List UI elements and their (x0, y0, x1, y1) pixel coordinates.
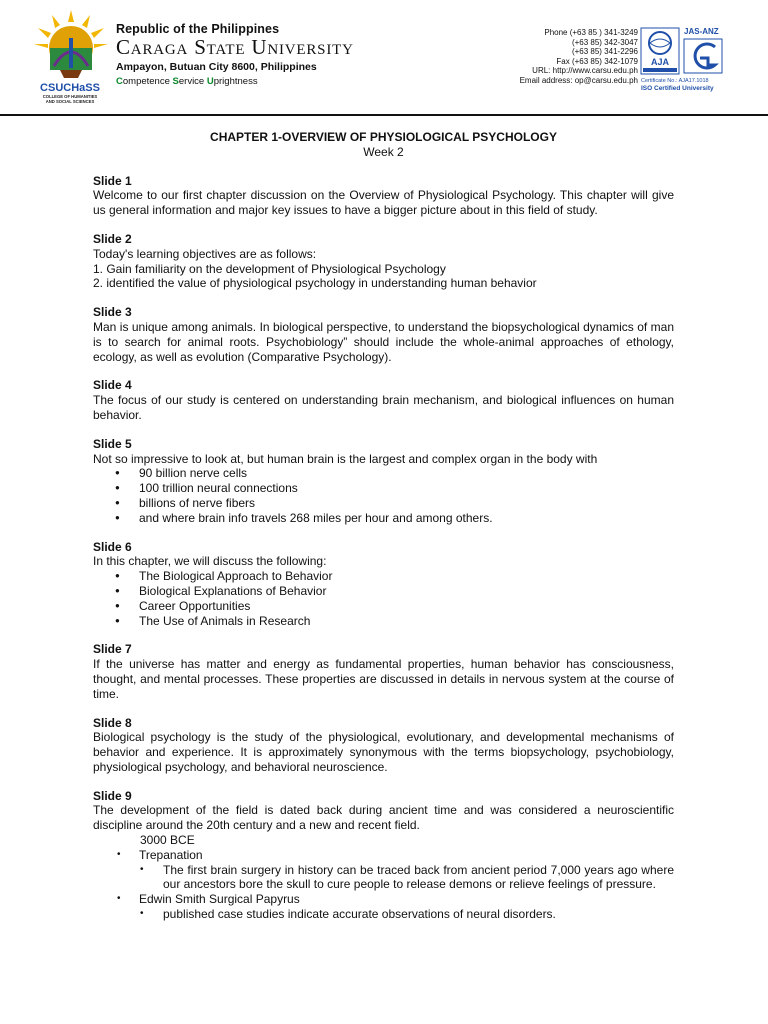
era-label: 3000 BCE (140, 833, 195, 848)
slide-9-text: The development of the field is dated back during ancient time and was considered a neuroscientific discipline around the 20th century and a new and recent field. (93, 803, 674, 833)
slide-6-text: In this chapter, we will discuss the following: (93, 554, 327, 569)
university-block (116, 22, 354, 87)
list-item: • Edwin Smith Surgical Papyrus (115, 892, 674, 907)
slide-5-text: Not so impressive to look at, but human brain is the largest and complex organ in the body with (93, 451, 598, 466)
document-body (93, 130, 674, 922)
iso-certified-label: ISO Certified University (641, 85, 714, 92)
contact-url: URL: http://www.carsu.edu.ph (532, 66, 638, 76)
slide-7-text: If the universe has matter and energy as fundamental properties, human behavior has consciousness, thought, and mental processes. These properties are discussed in details in nervous system at the course of time. (93, 657, 674, 701)
aja-globe-icon (649, 32, 671, 54)
chapter-title: CHAPTER 1-OVERVIEW OF PHYSIOLOGICAL PSYCHOLOGY (210, 130, 557, 144)
slide-2-heading: Slide 2 (93, 231, 132, 246)
slide-9-list-2 (93, 892, 674, 907)
slide-4-heading: Slide 4 (93, 378, 132, 393)
slide-2-objective-1: 1. Gain familiarity on the development of Physiological Psychology (93, 261, 446, 276)
logo-wordmark: CSUCHaSS (40, 82, 100, 94)
slide-3-text: Man is unique among animals. In biological perspective, to understand the biopsychological dynamics of man is to search for animal roots. Psychobiology” should include the whole-animal approaches of ethology, ecology, as well as evolution (Comparative Psychology). (93, 319, 674, 364)
jas-anz-mark-icon (695, 44, 715, 68)
list-item: ● 100 trillion neural connections (115, 481, 674, 496)
contact-fax: Fax (+63 85) 342-1079 (556, 56, 638, 66)
slide-5-heading: Slide 5 (93, 436, 132, 451)
list-item: ● Career Opportunities (115, 599, 674, 614)
list-item: • Trepanation (115, 848, 674, 863)
header-divider (0, 114, 768, 116)
slide-5-list (93, 466, 674, 525)
republic-label: Republic of the Philippines (116, 22, 280, 36)
base (60, 70, 82, 78)
slide-1-heading: Slide 1 (93, 173, 132, 188)
pillar (69, 38, 73, 68)
jas-anz-label: JAS-ANZ (684, 27, 719, 36)
slide-9-list (93, 848, 674, 863)
slide-3-heading: Slide 3 (93, 305, 132, 320)
iso-certification-badge (640, 25, 726, 93)
university-name: Caraga State University (116, 35, 354, 59)
slide-7-heading: Slide 7 (93, 642, 132, 657)
svg-text:COLLEGE OF HUMANITIES: COLLEGE OF HUMANITIES (42, 94, 98, 99)
certificate-number: Certificate No.: AJA17.1018 (641, 78, 709, 84)
list-item: ● The Biological Approach to Behavior (115, 569, 674, 584)
slide-9-sublist (93, 863, 674, 893)
contact-email: Email address: op@carsu.edu.ph (519, 75, 638, 85)
university-address: Ampayon, Butuan City 8600, Philippines (116, 61, 317, 73)
letterhead (0, 0, 768, 115)
list-item: ● 90 billion nerve cells (115, 466, 674, 481)
contact-phone: Phone (+63 85 ) 341-3249 (544, 28, 638, 37)
week-label: Week 2 (363, 144, 404, 159)
list-item: • The first brain surgery in history can be traced back from ancient period 7,000 years ago where our ancestors bore the skull to cure people to release demons or relieve feelings of pressure. (138, 863, 674, 893)
list-item: • published case studies indicate accurate observations of neural disorders. (138, 907, 674, 922)
slide-2-intro: Today's learning objectives are as follows: (93, 246, 317, 261)
contact-info (520, 28, 638, 86)
csu-chass-logo (30, 8, 112, 108)
slide-1-text: Welcome to our first chapter discussion on the Overview of Physiological Psychology. This chapter will give us general information and major key issues to have a bigger picture about in this field of study. (93, 188, 674, 218)
slide-2-objective-2: 2. identified the value of physiological psychology in understanding human behavior (93, 276, 537, 291)
slide-9-sublist-2 (93, 907, 674, 922)
aja-frame (641, 28, 679, 74)
list-item: ● billions of nerve fibers (115, 496, 674, 511)
slide-4-text: The focus of our study is centered on understanding brain mechanism, and biological influences on human behavior. (93, 393, 674, 422)
list-item: ● and where brain info travels 268 miles per hour and among others. (115, 511, 674, 526)
svg-text:AND SOCIAL SCIENCES: AND SOCIAL SCIENCES (45, 99, 95, 104)
contact-phone-3: (+63 85) 341-2296 (571, 47, 638, 57)
slide-9-heading: Slide 9 (93, 788, 132, 803)
slide-6-list (93, 569, 674, 628)
motto: Competence Service Uprightness (116, 76, 258, 87)
aja-label: AJA (650, 57, 670, 67)
contact-phone-2: (+63 85) 342-3047 (571, 37, 638, 47)
list-item: ● The Use of Animals in Research (115, 614, 674, 629)
slide-8-heading: Slide 8 (93, 715, 132, 730)
list-item: ● Biological Explanations of Behavior (115, 584, 674, 599)
slide-8-text: Biological psychology is the study of the physiological, evolutionary, and developmental mechanisms of behavior and experience. It is approximately synonymous with the terms biopsychology, psychobiology, physiological psychology, and behavioral neuroscience. (93, 730, 674, 774)
slide-6-heading: Slide 6 (93, 539, 132, 554)
